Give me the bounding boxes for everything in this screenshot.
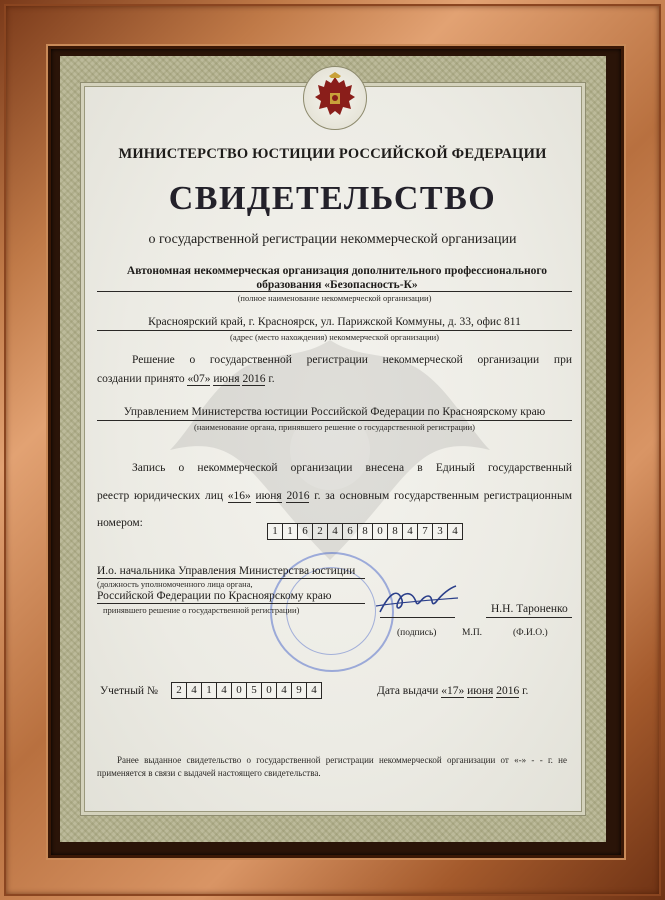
account-digit: 9 xyxy=(291,682,307,699)
record-month: июня xyxy=(255,490,282,502)
signature-line xyxy=(380,617,455,618)
ogrn-digit: 7 xyxy=(417,523,433,540)
signer-name: Н.Н. Тароненко xyxy=(491,603,568,615)
record-line1: Запись о некоммерческой организации внесена в Единый государственный xyxy=(132,462,572,474)
ogrn-number xyxy=(268,523,463,540)
issue-year: 2016 xyxy=(496,685,520,697)
ogrn-digit: 1 xyxy=(282,523,298,540)
ogrn-digit: 6 xyxy=(297,523,313,540)
decision-line2 xyxy=(97,373,275,385)
decision-suffix: г. xyxy=(268,373,275,385)
ogrn-digit: 1 xyxy=(267,523,283,540)
issue-month: июня xyxy=(467,685,494,697)
organization-name-line2: образования «Безопасность-К» xyxy=(256,279,418,291)
account-digit: 1 xyxy=(201,682,217,699)
issue-label: Дата выдачи xyxy=(377,685,439,697)
record-day: «16» xyxy=(227,490,251,502)
account-digit: 5 xyxy=(246,682,262,699)
issue-date xyxy=(377,685,528,697)
coat-of-arms-icon xyxy=(303,66,367,130)
address-caption: (адрес (место нахождения) некоммерческой организации) xyxy=(229,332,440,342)
account-digit: 2 xyxy=(171,682,187,699)
account-digit: 4 xyxy=(186,682,202,699)
account-label: Учетный № xyxy=(100,685,158,697)
org-name-caption: (полное наименование некоммерческой организации) xyxy=(237,293,432,303)
stamp-inner-ring xyxy=(286,567,376,655)
record-year: 2016 xyxy=(286,490,310,502)
decision-body-underline xyxy=(97,420,572,421)
signer-position-caption1: (должность уполномоченного лица органа, xyxy=(97,579,253,589)
decision-day: «07» xyxy=(187,373,211,385)
account-number xyxy=(172,682,322,699)
ogrn-digit: 4 xyxy=(402,523,418,540)
organization-name xyxy=(112,264,562,292)
signature-caption: (подпись) xyxy=(397,628,437,638)
account-digit: 0 xyxy=(261,682,277,699)
ogrn-digit: 4 xyxy=(327,523,343,540)
ogrn-digit: 2 xyxy=(312,523,328,540)
signer-position-line2: Российской Федерации по Красноярскому краю xyxy=(97,590,332,602)
account-digit: 4 xyxy=(306,682,322,699)
signer-position-line1: И.о. начальника Управления Министерства юстиции xyxy=(97,565,356,577)
fio-caption: (Ф.И.О.) xyxy=(513,628,548,638)
record-line2 xyxy=(97,490,572,502)
account-digit: 4 xyxy=(216,682,232,699)
ogrn-digit: 4 xyxy=(447,523,463,540)
ogrn-digit: 0 xyxy=(372,523,388,540)
ministry-heading: МИНИСТЕРСТВО ЮСТИЦИИ РОССИЙСКОЙ ФЕДЕРАЦИИ xyxy=(118,146,547,162)
record-prefix: реестр юридических лиц xyxy=(97,490,224,502)
organization-name-line1: Автономная некоммерческая организация дополнительного профессионального xyxy=(126,265,548,277)
certificate-title: СВИДЕТЕЛЬСТВО xyxy=(168,180,497,217)
ogrn-digit: 6 xyxy=(342,523,358,540)
footnote: Ранее выданное свидетельство о государственной регистрации некоммерческой организации от «-» - - г. не применяется в связи с выдачей настоящего свидетельства. xyxy=(97,755,567,778)
seal-caption: М.П. xyxy=(462,628,483,638)
organization-address: Красноярский край, г. Красноярск, ул. Парижской Коммуны, д. 33, офис 811 xyxy=(148,316,521,328)
ogrn-digit: 3 xyxy=(432,523,448,540)
decision-body-caption: (наименование органа, принявшего решение о государственной регистрации) xyxy=(193,422,475,432)
org-name-underline xyxy=(97,291,572,292)
record-line3: номером: xyxy=(97,517,143,529)
issue-day: «17» xyxy=(441,685,465,697)
signer-position-caption2: принявшего решение о государственной регистрации) xyxy=(103,605,300,615)
decision-prefix: создании принято xyxy=(97,373,185,385)
address-underline xyxy=(97,330,572,331)
ogrn-digit: 8 xyxy=(357,523,373,540)
certificate-subtitle: о государственной регистрации некоммерческой организации xyxy=(148,232,517,247)
decision-line1: Решение о государственной регистрации некоммерческой организации при xyxy=(132,354,572,366)
handwritten-signature xyxy=(372,582,462,618)
position-underline2 xyxy=(97,603,365,604)
issue-suffix: г. xyxy=(522,685,529,697)
record-suffix: г. за основным государственным регистрационным xyxy=(314,490,572,502)
decision-year: 2016 xyxy=(242,373,266,385)
account-digit: 0 xyxy=(231,682,247,699)
decision-month: июня xyxy=(213,373,240,385)
signer-name-underline xyxy=(486,617,572,618)
account-digit: 4 xyxy=(276,682,292,699)
ogrn-digit: 8 xyxy=(387,523,403,540)
decision-body: Управлением Министерства юстиции Российской Федерации по Красноярскому краю xyxy=(123,406,546,418)
